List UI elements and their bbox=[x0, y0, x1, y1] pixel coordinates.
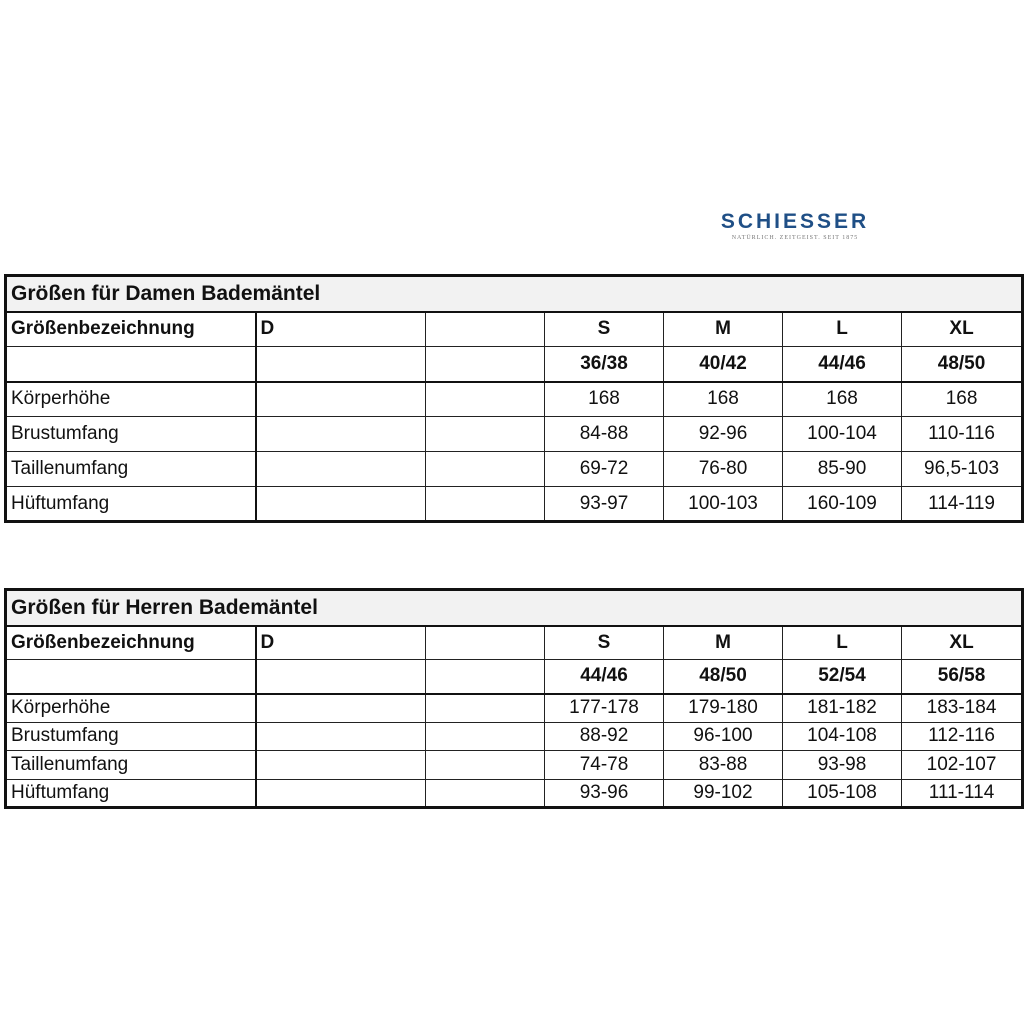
schiesser-logo bbox=[710, 210, 880, 241]
de-size-header: 48/50 bbox=[902, 347, 1023, 382]
size-value: 96,5-103 bbox=[902, 452, 1023, 487]
row-label: Hüftumfang bbox=[6, 487, 256, 522]
men-size-table bbox=[4, 588, 1024, 809]
size-value: 183-184 bbox=[902, 694, 1023, 723]
size-value: 168 bbox=[783, 382, 902, 417]
row-label: Brustumfang bbox=[6, 417, 256, 452]
row-label: Körperhöhe bbox=[6, 382, 256, 417]
logo-tagline: NATÜRLICH. ZEITGEIST. SEIT 1875 bbox=[731, 235, 859, 241]
size-header: XL bbox=[902, 626, 1023, 660]
table-title: Größen für Herren Bademäntel bbox=[6, 590, 1023, 626]
women-size-table bbox=[4, 274, 1024, 523]
size-value: 99-102 bbox=[664, 779, 783, 808]
size-header: S bbox=[545, 626, 664, 660]
de-size-header: 40/42 bbox=[664, 347, 783, 382]
table-row bbox=[6, 722, 1023, 751]
size-value: 179-180 bbox=[664, 694, 783, 723]
size-value: 74-78 bbox=[545, 751, 664, 780]
size-value: 96-100 bbox=[664, 722, 783, 751]
size-value: 100-104 bbox=[783, 417, 902, 452]
size-value: 93-97 bbox=[545, 487, 664, 522]
size-header: M bbox=[664, 626, 783, 660]
size-value: 168 bbox=[902, 382, 1023, 417]
size-value: 160-109 bbox=[783, 487, 902, 522]
size-value: 76-80 bbox=[664, 452, 783, 487]
table-row bbox=[6, 382, 1023, 417]
size-value: 168 bbox=[545, 382, 664, 417]
de-size-header: 44/46 bbox=[545, 660, 664, 694]
size-value: 93-96 bbox=[545, 779, 664, 808]
table-row bbox=[6, 694, 1023, 723]
size-value: 104-108 bbox=[783, 722, 902, 751]
size-value: 105-108 bbox=[783, 779, 902, 808]
table-row bbox=[6, 779, 1023, 808]
de-size-header: 36/38 bbox=[545, 347, 664, 382]
de-size-header: 44/46 bbox=[783, 347, 902, 382]
table-row bbox=[6, 751, 1023, 780]
row-label: Hüftumfang bbox=[6, 779, 256, 808]
de-size-header: 56/58 bbox=[902, 660, 1023, 694]
size-header: M bbox=[664, 312, 783, 347]
row-label: Brustumfang bbox=[6, 722, 256, 751]
size-value: 88-92 bbox=[545, 722, 664, 751]
size-value: 181-182 bbox=[783, 694, 902, 723]
region-label: D bbox=[256, 626, 426, 660]
size-header: S bbox=[545, 312, 664, 347]
row-label: Taillenumfang bbox=[6, 452, 256, 487]
size-value: 177-178 bbox=[545, 694, 664, 723]
region-label: D bbox=[256, 312, 426, 347]
size-value: 110-116 bbox=[902, 417, 1023, 452]
size-value: 85-90 bbox=[783, 452, 902, 487]
table-row bbox=[6, 487, 1023, 522]
row-label: Körperhöhe bbox=[6, 694, 256, 723]
table-row bbox=[6, 452, 1023, 487]
size-value: 83-88 bbox=[664, 751, 783, 780]
size-value: 84-88 bbox=[545, 417, 664, 452]
size-value: 69-72 bbox=[545, 452, 664, 487]
de-size-header: 48/50 bbox=[664, 660, 783, 694]
size-value: 111-114 bbox=[902, 779, 1023, 808]
size-value: 114-119 bbox=[902, 487, 1023, 522]
logo-brand: SCHIESSER bbox=[720, 210, 870, 233]
size-value: 92-96 bbox=[664, 417, 783, 452]
size-header: L bbox=[783, 626, 902, 660]
size-label-header: Größenbezeichnung bbox=[6, 626, 256, 660]
table-title: Größen für Damen Bademäntel bbox=[6, 276, 1023, 312]
size-header: XL bbox=[902, 312, 1023, 347]
size-value: 112-116 bbox=[902, 722, 1023, 751]
row-label: Taillenumfang bbox=[6, 751, 256, 780]
size-value: 100-103 bbox=[664, 487, 783, 522]
de-size-header: 52/54 bbox=[783, 660, 902, 694]
size-value: 102-107 bbox=[902, 751, 1023, 780]
table-row bbox=[6, 417, 1023, 452]
size-header: L bbox=[783, 312, 902, 347]
size-value: 93-98 bbox=[783, 751, 902, 780]
size-value: 168 bbox=[664, 382, 783, 417]
size-label-header: Größenbezeichnung bbox=[6, 312, 256, 347]
